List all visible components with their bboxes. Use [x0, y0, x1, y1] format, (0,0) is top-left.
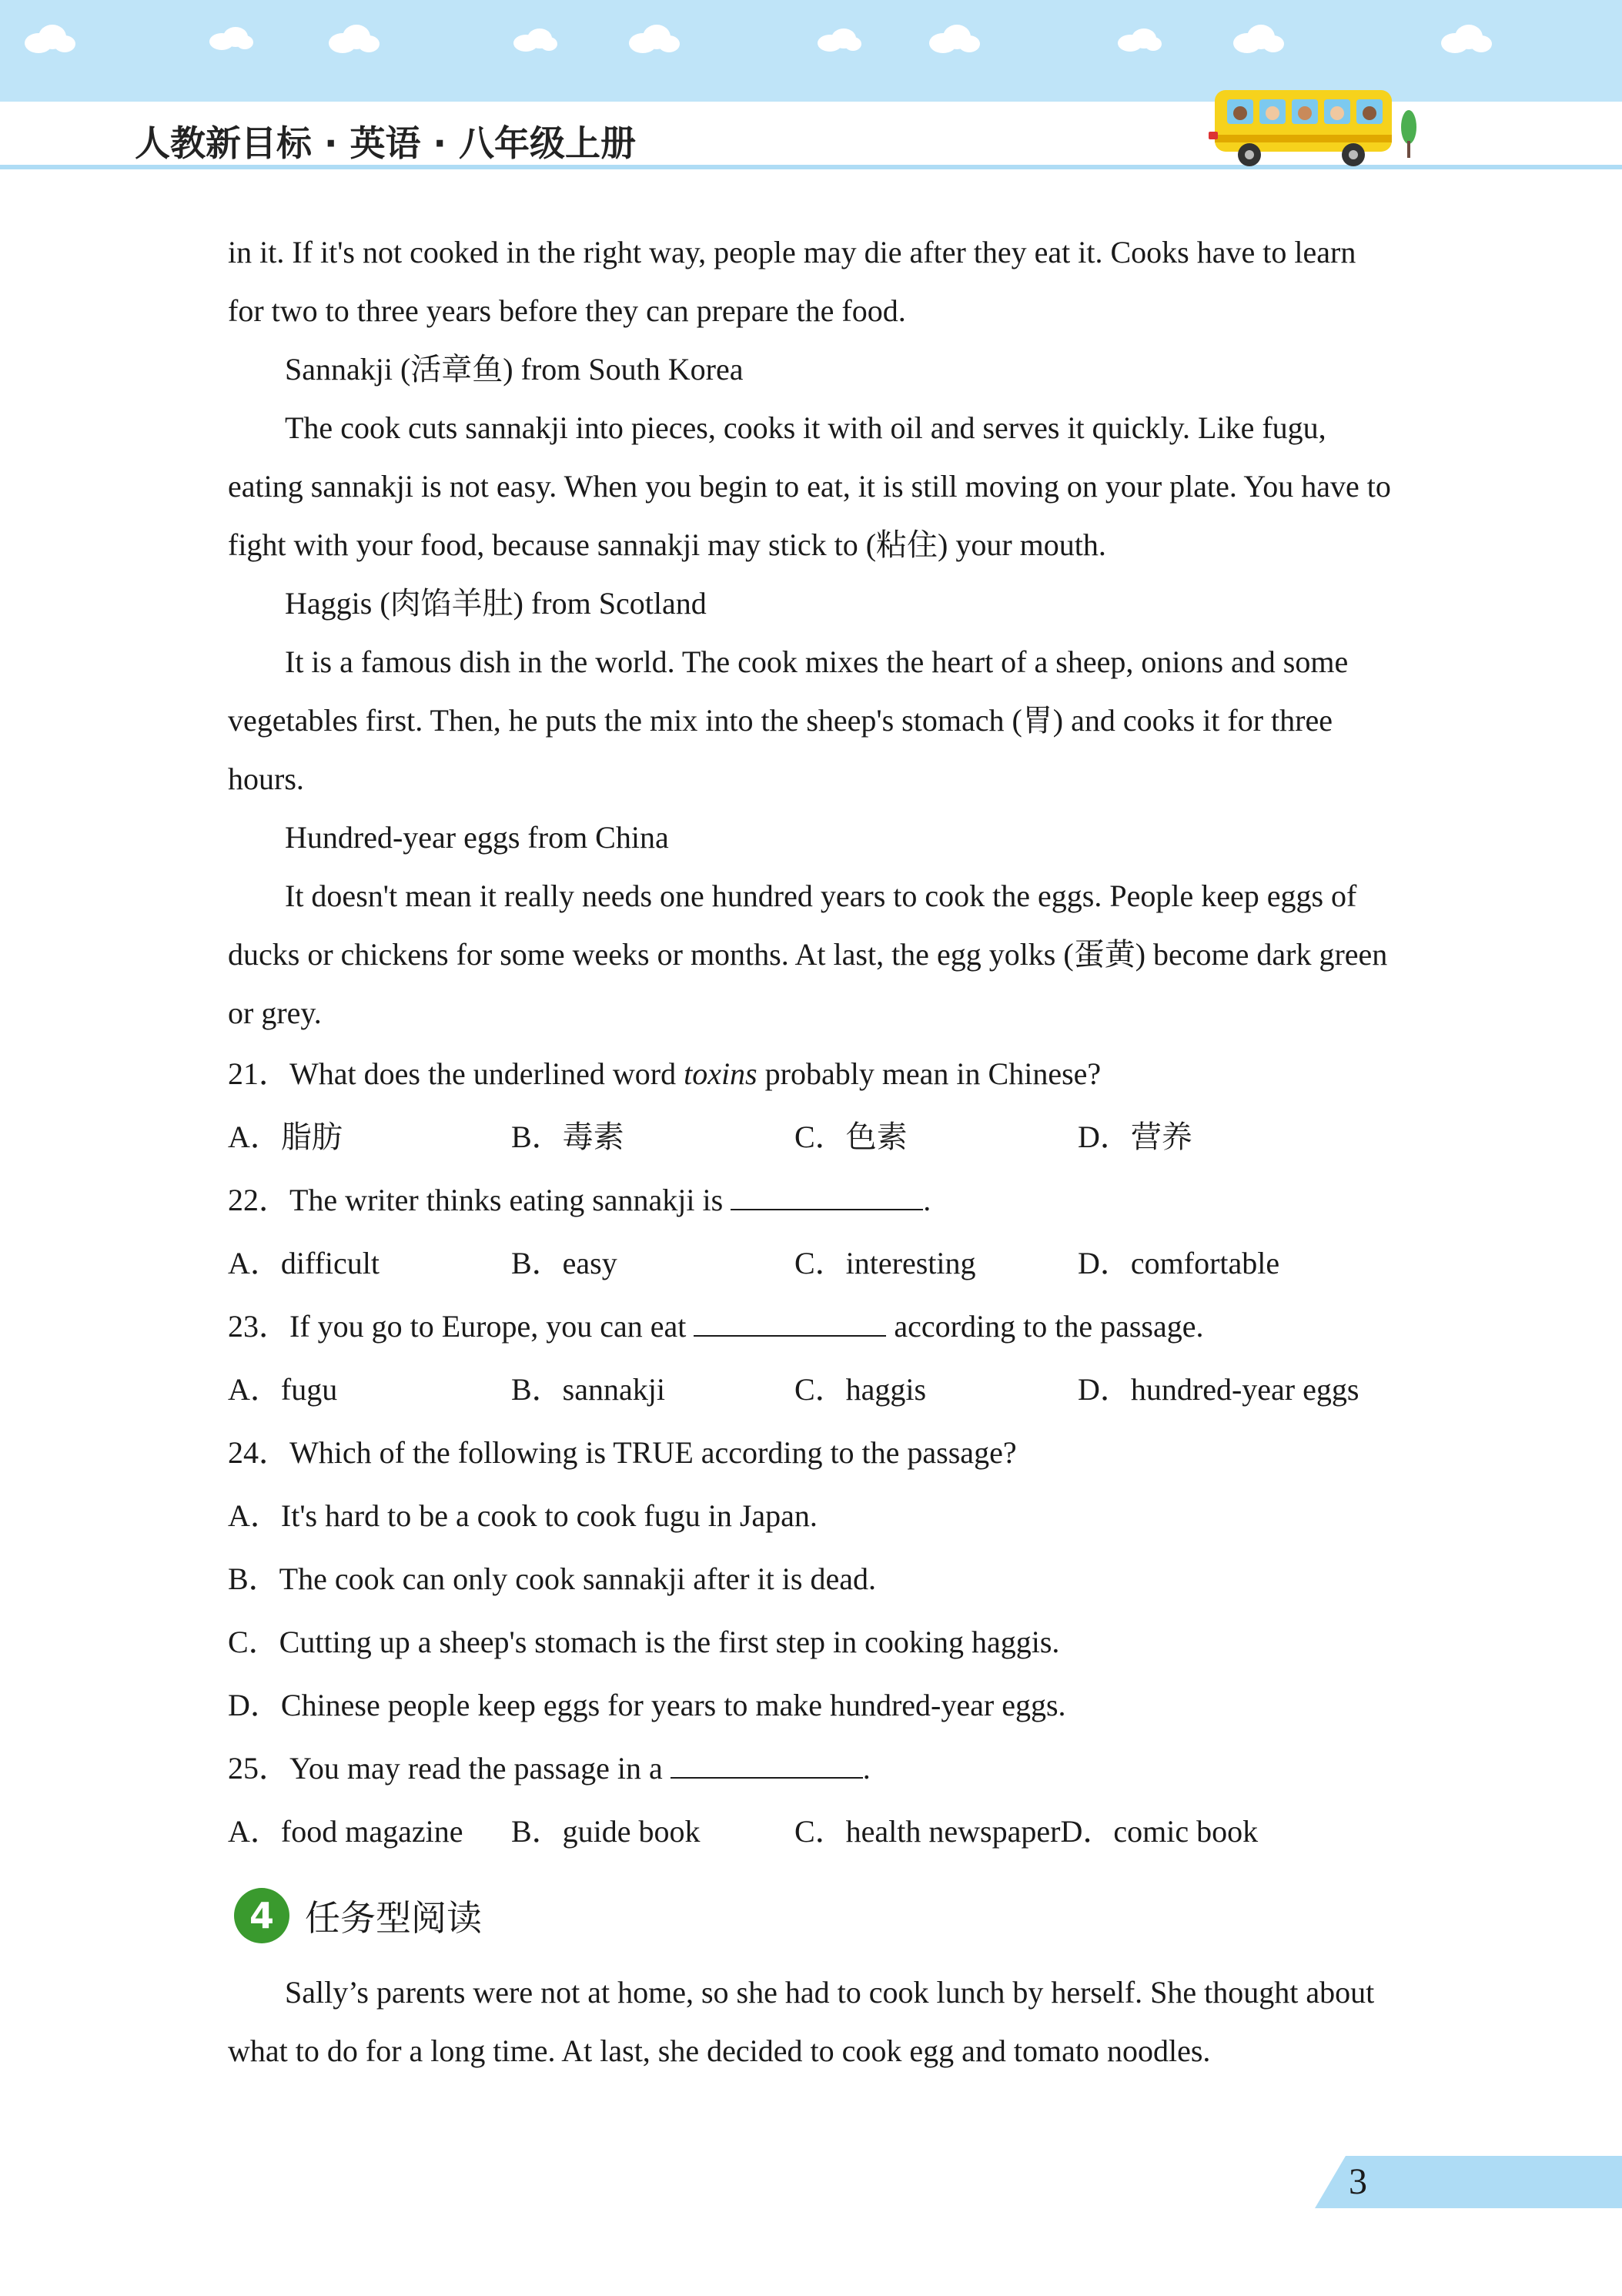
- question-21: [228, 1043, 1398, 1106]
- main-content: [228, 223, 1398, 2080]
- passage-paragraph-sannakji: The cook cuts sannakji into pieces, cooks it with oil and serves it quickly. Like fugu, eating sannakji is not easy. When you begin to eat, it is still moving on your plate. You have to fight with your food, because sannakji may stick to (粘住) your mouth.: [228, 410, 1391, 562]
- q23-option-c[interactable]: C．haggis: [794, 1372, 927, 1407]
- q25-options: [228, 1800, 1398, 1863]
- q23-option-a[interactable]: A．fugu: [228, 1372, 338, 1407]
- q23-options: [228, 1358, 1398, 1421]
- heading-hundred-year-eggs: Hundred-year eggs from China: [285, 820, 669, 855]
- school-bus-icon: [1207, 81, 1423, 173]
- question-24: 24．Which of the following is TRUE according to the passage?: [228, 1435, 1017, 1470]
- q22-option-a[interactable]: A．difficult: [228, 1246, 380, 1280]
- q25-prefix: 25．You may read the passage in a: [228, 1751, 671, 1786]
- section-4-passage: Sally’s parents were not at home, so she had to cook lunch by herself. She thought about what to do for a long time. At last, she decided to cook egg and tomato noodles.: [228, 1975, 1375, 2068]
- q23-option-b[interactable]: B．sannakji: [511, 1372, 665, 1407]
- q21-suffix: probably mean in Chinese?: [757, 1056, 1102, 1091]
- cloud-icon: [208, 25, 254, 51]
- q21-options: [228, 1106, 1398, 1169]
- q22-blank[interactable]: [731, 1186, 923, 1210]
- q24-option-b[interactable]: B．The cook can only cook sannakji after it is dead.: [228, 1561, 876, 1596]
- q21-underlined-word: toxins: [684, 1056, 757, 1091]
- q22-options: [228, 1232, 1398, 1295]
- q23-suffix: according to the passage.: [886, 1309, 1204, 1344]
- page-number: 3: [1349, 2161, 1367, 2202]
- q21-option-c[interactable]: C．色素: [794, 1120, 908, 1154]
- heading-haggis: Haggis (肉馅羊肚) from Scotland: [285, 586, 707, 621]
- cloud-icon: [1116, 26, 1162, 52]
- cloud-icon: [1440, 23, 1493, 54]
- q23-option-d[interactable]: D．hundred-year eggs: [1078, 1372, 1359, 1407]
- q24-option-d[interactable]: D．Chinese people keep eggs for years to make hundred-year eggs.: [228, 1688, 1066, 1722]
- q23-prefix: 23．If you go to Europe, you can eat: [228, 1309, 694, 1344]
- q21-option-b[interactable]: B．毒素: [511, 1120, 624, 1154]
- q23-blank[interactable]: [694, 1312, 886, 1337]
- q25-option-c-d[interactable]: C．health newspaperD．comic book: [794, 1814, 1259, 1849]
- q24-option-a[interactable]: A．It's hard to be a cook to cook fugu in Japan.: [228, 1498, 818, 1533]
- cloud-icon: [1232, 23, 1286, 54]
- cloud-icon: [928, 23, 982, 54]
- q21-option-d[interactable]: D．营养: [1078, 1120, 1192, 1154]
- q22-prefix: 22．The writer thinks eating sannakji is: [228, 1183, 731, 1217]
- cloud-icon: [627, 23, 681, 54]
- cloud-icon: [327, 23, 381, 54]
- q21-option-a[interactable]: A．脂肪: [228, 1120, 343, 1154]
- q22-suffix: .: [923, 1183, 931, 1217]
- q25-suffix: .: [862, 1751, 871, 1786]
- question-25: [228, 1737, 1398, 1800]
- section-4-header: [228, 1879, 1398, 1953]
- question-22: [228, 1169, 1398, 1232]
- q25-option-b[interactable]: B．guide book: [511, 1814, 701, 1849]
- q22-option-c[interactable]: C．interesting: [794, 1246, 976, 1280]
- cloud-icon: [512, 26, 558, 52]
- question-23: [228, 1295, 1398, 1358]
- section-number-badge: 4: [234, 1888, 289, 1943]
- heading-sannakji: Sannakji (活章鱼) from South Korea: [285, 352, 744, 387]
- q22-option-d[interactable]: D．comfortable: [1078, 1246, 1280, 1280]
- passage-paragraph-fugu: in it. If it's not cooked in the right way, people may die after they eat it. Cooks have to learn for two to three years before they can prepare the food.: [228, 235, 1356, 328]
- passage-paragraph-eggs: It doesn't mean it really needs one hundred years to cook the eggs. People keep eggs of ducks or chickens for some weeks or months. At last, the egg yolks (蛋黄) become dark green or grey.: [228, 879, 1388, 1030]
- q22-option-b[interactable]: B．easy: [511, 1246, 617, 1280]
- q24-option-c[interactable]: C．Cutting up a sheep's stomach is the first step in cooking haggis.: [228, 1625, 1060, 1659]
- cloud-icon: [816, 26, 862, 52]
- cloud-icon: [23, 23, 77, 54]
- q21-prefix: 21．What does the underlined word: [228, 1056, 684, 1091]
- passage-paragraph-haggis: It is a famous dish in the world. The cook mixes the heart of a sheep, onions and some vegetables first. Then, he puts the mix into the sheep's stomach (胃) and cooks it for three hours.: [228, 644, 1349, 796]
- q25-option-a[interactable]: A．food magazine: [228, 1814, 463, 1849]
- q25-blank[interactable]: [671, 1754, 863, 1779]
- section-title: 任务型阅读: [305, 1897, 482, 1939]
- book-title: 人教新目标 · 英语 · 八年级上册: [135, 122, 637, 164]
